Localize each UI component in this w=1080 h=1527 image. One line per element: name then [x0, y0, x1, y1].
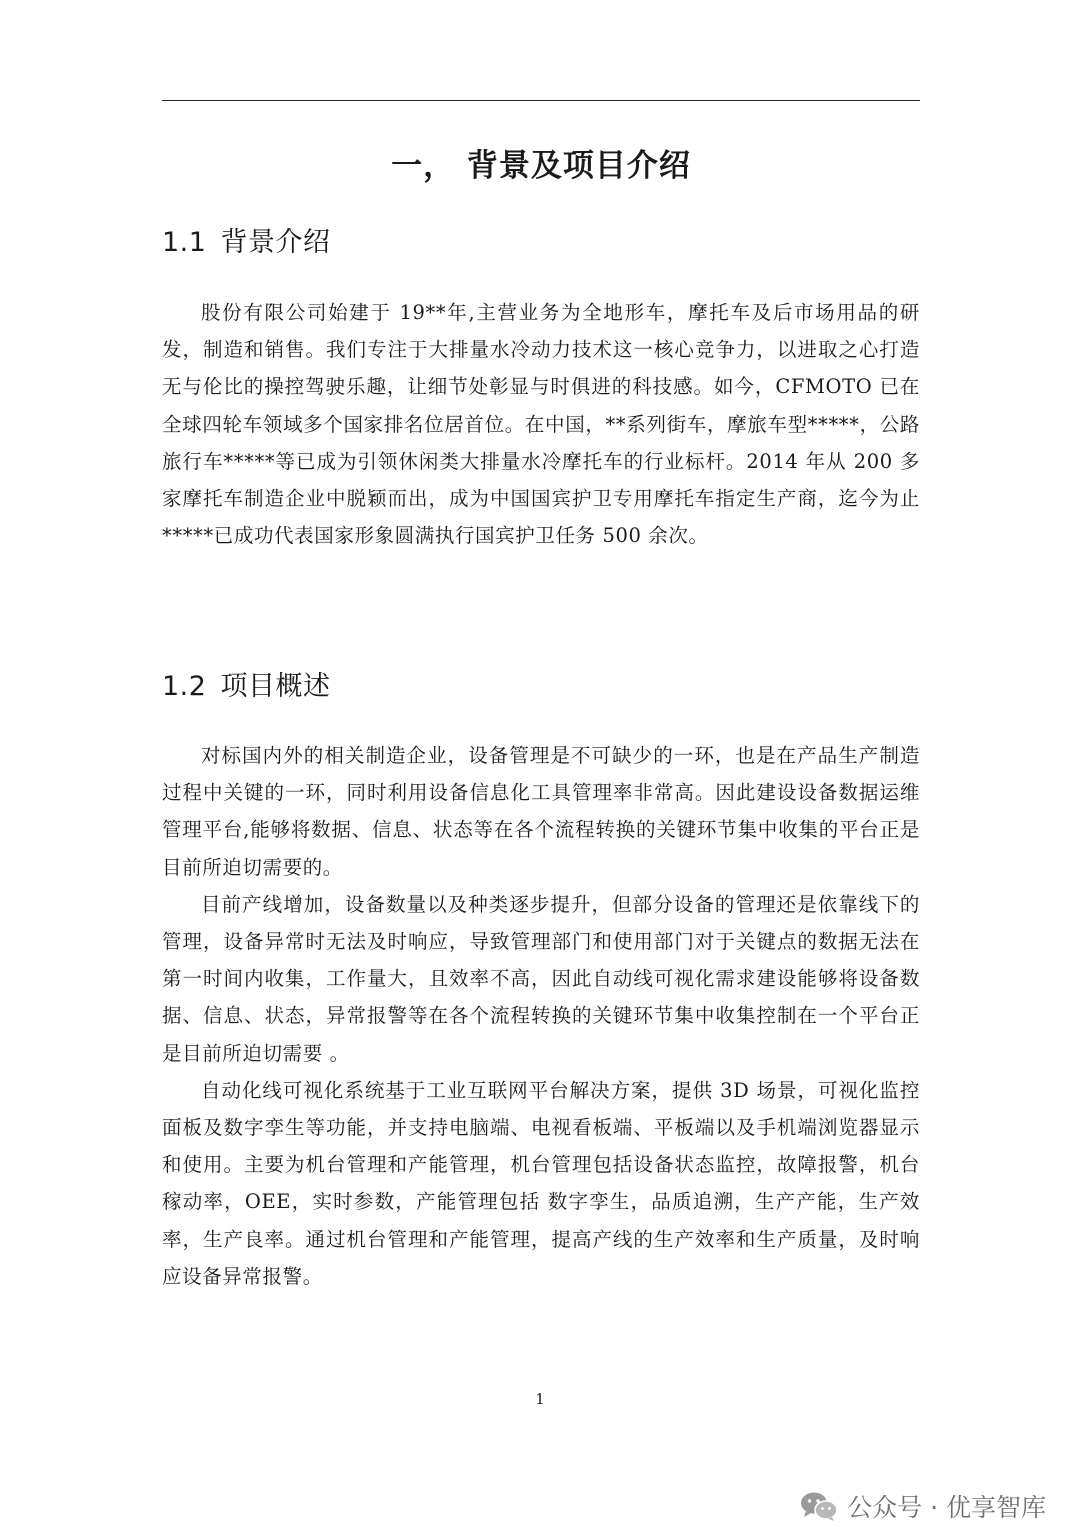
section-title: 项目概述: [220, 671, 331, 702]
page-number: 1: [535, 1390, 545, 1408]
watermark-text: 公众号 · 优享智库: [847, 1493, 1046, 1522]
chapter-title: 一， 背景及项目介绍: [391, 148, 691, 184]
section-body-1-2: [162, 737, 920, 1295]
watermark: [799, 1486, 1046, 1526]
section-title: 背景介绍: [220, 227, 331, 258]
paragraph: 自动化线可视化系统基于工业互联网平台解决方案，提供 3D 场景，可视化监控面板及数字孪生等功能，并支持电脑端、电视看板端、平板端以及手机端浏览器显示和使用。主要为机台管理和产能管理，机台管理包括设备状态监控，故障报警，机台稼动率，OEE，实时参数，产能管理包括 数字孪生，品质追溯，生产产能，生产效率，生产良率。通过机台管理和产能管理，提高产线的生产效率和生产质量，及时响应设备异常报警。: [162, 1078, 920, 1288]
paragraph: 股份有限公司始建于 19**年,主营业务为全地形车，摩托车及后市场用品的研发，制造和销售。我们专注于大排量水冷动力技术这一核心竞争力，以进取之心打造无与伦比的操控驾驶乐趣，让细节处彰显与时俱进的科技感。如今，CFMOTO 已在全球四轮车领域多个国家排名位居首位。在中国，**系列街车，摩旅车型*****，公路旅行车*****等已成为引领休闲类大排量水冷摩托车的行业标杆。2014 年从 200 多家摩托车制造企业中脱颖而出，成为中国国宾护卫专用摩托车指定生产商，迄今为止*****已成功代表国家形象圆满执行国宾护卫任务 500 余次。: [162, 301, 920, 548]
section-number: 1.1: [162, 227, 207, 258]
header-rule: [162, 100, 920, 101]
section-heading-1-1: [162, 220, 920, 259]
section-body-1-1: [162, 294, 920, 554]
paragraph: 目前产线增加，设备数量以及种类逐步提升，但部分设备的管理还是依靠线下的管理，设备异常时无法及时响应，导致管理部门和使用部门对于关键点的数据无法在第一时间内收集，工作量大，且效率不高，因此自动线可视化需求建设能够将设备数据、信息、状态，异常报警等在各个流程转换的关键环节集中收集控制在一个平台正是目前所迫切需要 。: [162, 892, 920, 1065]
wechat-icon: [799, 1490, 839, 1522]
section-number: 1.2: [162, 671, 207, 702]
paragraph: 对标国内外的相关制造企业，设备管理是不可缺少的一环，也是在产品生产制造过程中关键的一环，同时利用设备信息化工具管理率非常高。因此建设设备数据运维管理平台,能够将数据、信息、状态等在各个流程转换的关键环节集中收集的平台正是目前所迫切需要的。: [162, 744, 920, 879]
section-heading-1-2: [162, 664, 920, 703]
